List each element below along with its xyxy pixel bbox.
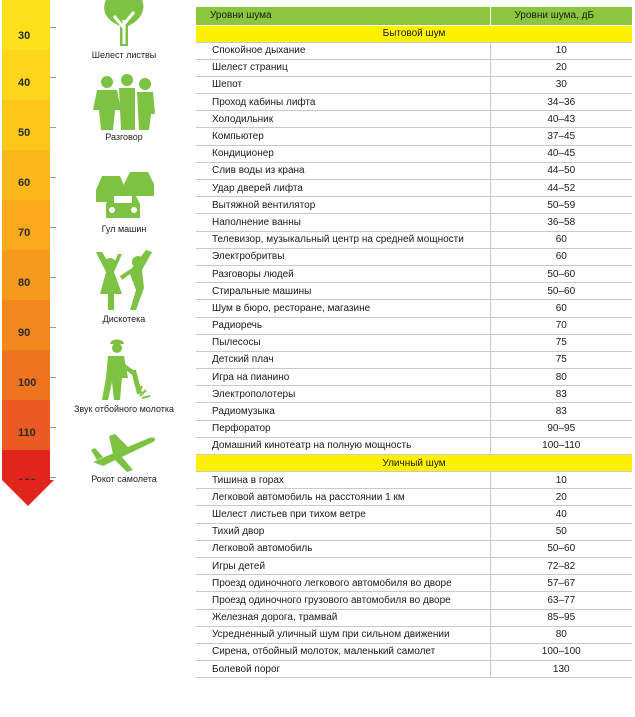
noise-level-cell: 60 xyxy=(490,231,632,248)
table-row xyxy=(196,386,632,403)
icon-label: Звук отбойного молотка xyxy=(73,404,175,414)
people-talking-icon xyxy=(89,74,159,130)
noise-level-cell: 30 xyxy=(490,76,632,93)
noise-source-cell: Вытяжной вентилятор xyxy=(196,197,490,214)
noise-level-cell: 83 xyxy=(490,386,632,403)
icon-item-airplane xyxy=(60,432,188,485)
table-row xyxy=(196,248,632,265)
table-row xyxy=(196,334,632,351)
icon-item-leaves xyxy=(60,0,188,61)
noise-source-cell: Проезд одиночного легкового автомобиля во дворе xyxy=(196,575,490,592)
noise-level-cell: 75 xyxy=(490,334,632,351)
noise-level-cell: 20 xyxy=(490,59,632,76)
noise-level-cell: 130 xyxy=(490,661,632,678)
noise-source-cell: Радиомузыка xyxy=(196,403,490,420)
table-row xyxy=(196,592,632,609)
noise-source-cell: Тишина в горах xyxy=(196,472,490,489)
noise-level-cell: 57–67 xyxy=(490,575,632,592)
noise-source-cell: Электрополотеры xyxy=(196,386,490,403)
jackhammer-worker-icon xyxy=(94,338,154,402)
noise-source-cell: Пылесосы xyxy=(196,334,490,351)
scale-segment xyxy=(2,0,50,54)
noise-source-cell: Легковой автомобиль на расстоянии 1 км xyxy=(196,489,490,506)
scale-label: 60 xyxy=(18,177,31,189)
scale-label: 80 xyxy=(18,277,31,289)
table-row xyxy=(196,420,632,437)
table-row xyxy=(196,437,632,454)
table-row xyxy=(196,197,632,214)
table-row xyxy=(196,575,632,592)
table-body xyxy=(196,25,632,678)
table-row xyxy=(196,59,632,76)
icon-item-disco xyxy=(60,250,188,325)
noise-source-cell: Детский плач xyxy=(196,351,490,368)
scale-segment xyxy=(2,350,50,404)
scale-label: 50 xyxy=(18,127,31,139)
scale-tick xyxy=(50,427,56,428)
noise-source-cell: Компьютер xyxy=(196,128,490,145)
table-row xyxy=(196,42,632,59)
table-row xyxy=(196,609,632,626)
noise-source-cell: Радиоречь xyxy=(196,317,490,334)
noise-source-cell: Игра на пианино xyxy=(196,369,490,386)
table-row xyxy=(196,111,632,128)
noise-source-cell: Шелест страниц xyxy=(196,59,490,76)
icon-label: Рокот самолета xyxy=(91,474,157,484)
table-row xyxy=(196,317,632,334)
section-title: Уличный шум xyxy=(196,455,632,472)
noise-level-cell: 85–95 xyxy=(490,609,632,626)
noise-source-cell: Электробритвы xyxy=(196,248,490,265)
icon-label: Гул машин xyxy=(101,224,147,234)
noise-level-cell: 80 xyxy=(490,626,632,643)
noise-level-cell: 50 xyxy=(490,523,632,540)
table-row xyxy=(196,214,632,231)
scale-label: 110 xyxy=(18,427,36,439)
noise-level-cell: 63–77 xyxy=(490,592,632,609)
noise-level-cell: 50–60 xyxy=(490,283,632,300)
noise-level-cell: 10 xyxy=(490,472,632,489)
noise-level-cell: 34–36 xyxy=(490,94,632,111)
tree-icon xyxy=(94,0,154,48)
scale-tick xyxy=(50,27,56,28)
noise-level-cell: 83 xyxy=(490,403,632,420)
table-row xyxy=(196,351,632,368)
noise-level-cell: 50–60 xyxy=(490,540,632,557)
table-row xyxy=(196,180,632,197)
table-row xyxy=(196,94,632,111)
cars-icon xyxy=(92,170,156,222)
scale-label: 70 xyxy=(18,227,31,239)
scale-arrow xyxy=(2,480,54,506)
noise-level-cell: 90–95 xyxy=(490,420,632,437)
noise-level-cell: 80 xyxy=(490,369,632,386)
scale-label: 120 xyxy=(18,477,37,489)
table-row xyxy=(196,489,632,506)
noise-level-cell: 40–43 xyxy=(490,111,632,128)
table-row xyxy=(196,643,632,660)
noise-level-cell: 100–100 xyxy=(490,643,632,660)
noise-source-cell: Холодильник xyxy=(196,111,490,128)
table-row xyxy=(196,626,632,643)
scale-tick xyxy=(50,377,56,378)
noise-source-cell: Железная дорога, трамвай xyxy=(196,609,490,626)
noise-level-cell: 75 xyxy=(490,351,632,368)
noise-level-cell: 70 xyxy=(490,317,632,334)
scale-tick xyxy=(50,277,56,278)
noise-level-cell: 44–50 xyxy=(490,162,632,179)
noise-level-cell: 40 xyxy=(490,506,632,523)
table-row xyxy=(196,557,632,574)
icon-label: Разговор xyxy=(105,132,143,142)
icon-item-jackhammer xyxy=(60,338,188,415)
noise-source-cell: Спокойное дыхание xyxy=(196,42,490,59)
scale-segment xyxy=(2,150,50,204)
scale-label: 90 xyxy=(18,327,31,339)
noise-source-cell: Телевизор, музыкальный центр на средней мощности xyxy=(196,231,490,248)
scale-label: 40 xyxy=(18,77,31,89)
noise-source-cell: Стиральные машины xyxy=(196,283,490,300)
noise-source-cell: Шум в бюро, ресторане, магазине xyxy=(196,300,490,317)
noise-source-cell: Проезд одиночного грузового автомобиля во дворе xyxy=(196,592,490,609)
section-title: Бытовой шум xyxy=(196,25,632,42)
noise-level-cell: 36–58 xyxy=(490,214,632,231)
noise-level-cell: 60 xyxy=(490,248,632,265)
noise-source-cell: Тихий двор xyxy=(196,523,490,540)
table-header-row xyxy=(196,7,632,25)
section-row xyxy=(196,25,632,42)
table-row xyxy=(196,283,632,300)
scale-tick xyxy=(50,127,56,128)
noise-source-icons xyxy=(60,0,188,717)
noise-source-cell: Игры детей xyxy=(196,557,490,574)
noise-source-cell: Перфоратор xyxy=(196,420,490,437)
noise-levels-table xyxy=(196,7,632,678)
noise-source-cell: Болевой порог xyxy=(196,661,490,678)
scale-tick xyxy=(50,327,56,328)
noise-source-cell: Удар дверей лифта xyxy=(196,180,490,197)
dancing-people-icon xyxy=(92,250,156,312)
icon-label: Шелест листвы xyxy=(91,50,157,60)
table-row xyxy=(196,472,632,489)
airplane-icon xyxy=(89,432,159,472)
noise-source-cell: Проход кабины лифта xyxy=(196,94,490,111)
scale-segment xyxy=(2,100,50,154)
table-row xyxy=(196,661,632,678)
noise-source-cell: Наполнение ванны xyxy=(196,214,490,231)
scale-segment xyxy=(2,400,50,454)
noise-level-cell: 100–110 xyxy=(490,437,632,454)
icon-label: Дискотека xyxy=(102,314,146,324)
noise-level-cell: 20 xyxy=(490,489,632,506)
header-db: Уровни шума, дБ xyxy=(490,7,632,25)
table-row xyxy=(196,300,632,317)
noise-level-cell: 60 xyxy=(490,300,632,317)
table-row xyxy=(196,523,632,540)
noise-source-cell: Шепот xyxy=(196,76,490,93)
noise-source-cell: Шелест листьев при тихом ветре xyxy=(196,506,490,523)
noise-source-cell: Легковой автомобиль xyxy=(196,540,490,557)
icon-item-cars xyxy=(60,170,188,235)
noise-source-cell: Слив воды из крана xyxy=(196,162,490,179)
table-row xyxy=(196,369,632,386)
table-row xyxy=(196,540,632,557)
scale-segment xyxy=(2,450,50,489)
noise-level-cell: 10 xyxy=(490,42,632,59)
table-row xyxy=(196,265,632,282)
scale-segment xyxy=(2,200,50,254)
noise-level-cell: 50–60 xyxy=(490,265,632,282)
scale-segment xyxy=(2,50,50,104)
scale-label: 30 xyxy=(18,30,31,42)
table-row xyxy=(196,403,632,420)
table-row xyxy=(196,128,632,145)
noise-level-cell: 72–82 xyxy=(490,557,632,574)
scale-tick xyxy=(50,477,56,478)
scale-tick xyxy=(50,77,56,78)
scale-segment xyxy=(2,250,50,304)
table-row xyxy=(196,162,632,179)
table-row xyxy=(196,506,632,523)
scale-label: 100 xyxy=(18,377,37,389)
scale-tick xyxy=(50,227,56,228)
noise-level-cell: 40–45 xyxy=(490,145,632,162)
noise-level-cell: 50–59 xyxy=(490,197,632,214)
icon-item-talk xyxy=(60,74,188,143)
noise-source-cell: Усредненный уличный шум при сильном движении xyxy=(196,626,490,643)
table-row xyxy=(196,231,632,248)
scale-segment xyxy=(2,300,50,354)
noise-source-cell: Домашний кинотеатр на полную мощность xyxy=(196,437,490,454)
noise-source-cell: Разговоры людей xyxy=(196,265,490,282)
scale-tick xyxy=(50,177,56,178)
table-row xyxy=(196,76,632,93)
noise-source-cell: Сирена, отбойный молоток, маленький самолет xyxy=(196,643,490,660)
noise-level-cell: 44–52 xyxy=(490,180,632,197)
noise-source-cell: Кондиционер xyxy=(196,145,490,162)
noise-level-cell: 37–45 xyxy=(490,128,632,145)
table-row xyxy=(196,145,632,162)
header-name: Уровни шума xyxy=(196,7,490,25)
section-row xyxy=(196,455,632,472)
